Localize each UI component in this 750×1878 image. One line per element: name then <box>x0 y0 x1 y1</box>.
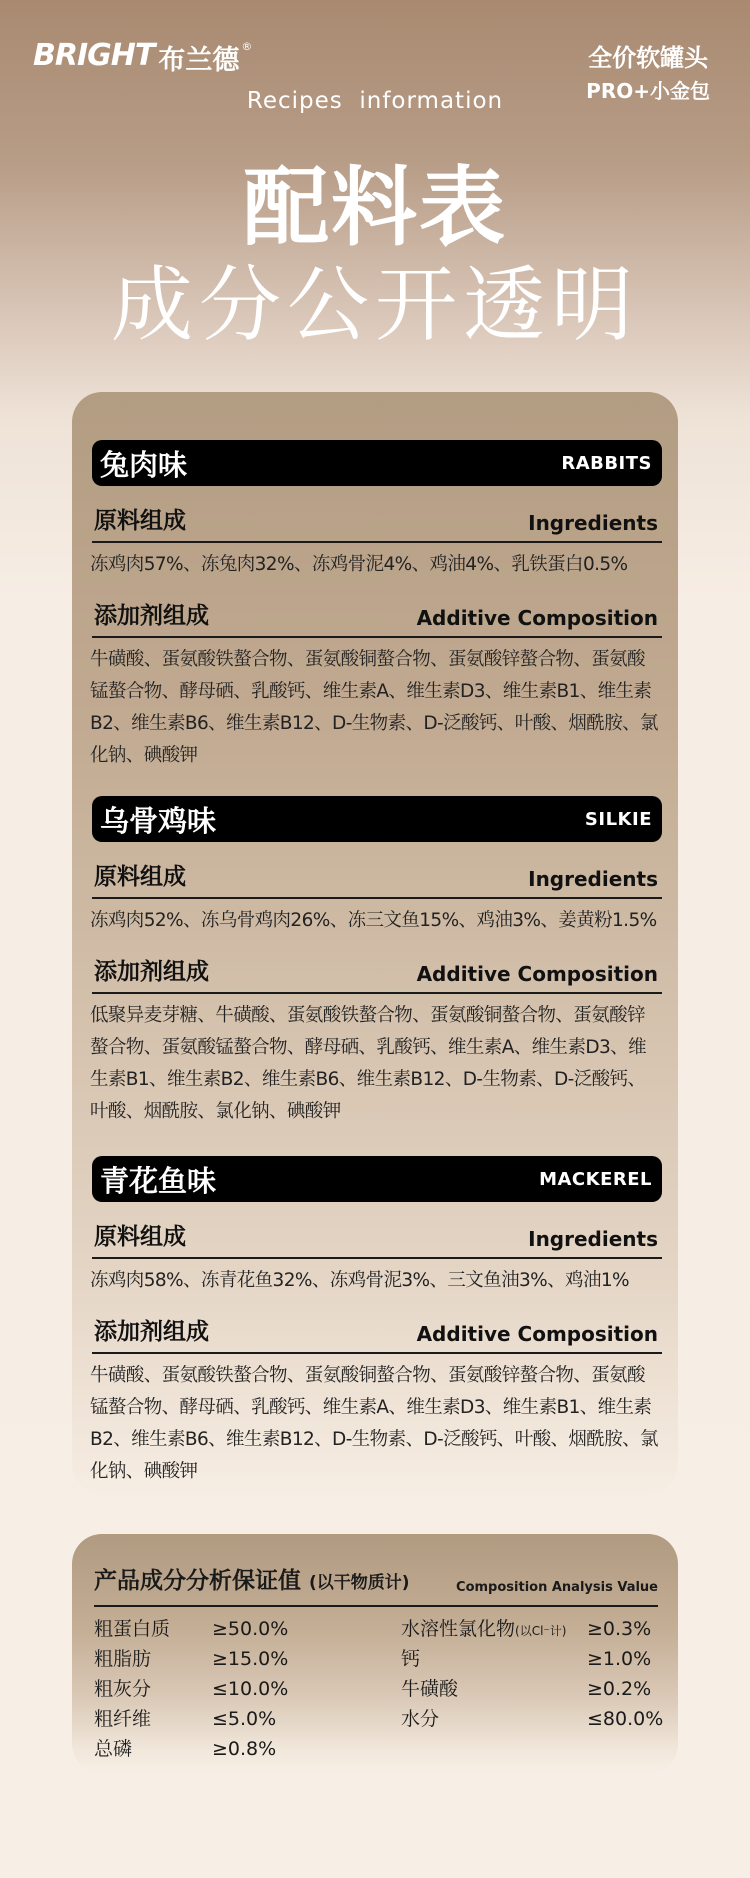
analysis-card <box>72 1534 678 1774</box>
ingredients-label-cn: 原料组成 <box>94 864 186 890</box>
brand-name-cn: 布兰德 <box>158 45 240 76</box>
ingredients-heading <box>92 858 662 899</box>
recipe-silkie <box>92 796 662 1128</box>
analysis-title-note: (以干物质计) <box>309 1573 410 1593</box>
analysis-value: ≥0.8% <box>212 1738 277 1760</box>
ingredients-text: 冻鸡肉58%、冻青花鱼32%、冻鸡骨泥3%、三文鱼油3%、鸡油1% <box>90 1270 629 1291</box>
ingredients-label-en: Ingredients <box>528 511 658 535</box>
recipe-title-bar <box>92 440 662 486</box>
analysis-value: ≥1.0% <box>587 1648 652 1670</box>
additive-label-en: Additive Composition <box>416 962 658 986</box>
analysis-label: 总磷 <box>94 1738 133 1760</box>
page-title: 配料表 <box>243 158 507 258</box>
analysis-label: 粗灰分 <box>94 1678 152 1700</box>
additive-heading <box>92 597 662 638</box>
ingredients-heading <box>92 1218 662 1259</box>
analysis-label-text: 水溶性氯化物 <box>401 1618 516 1640</box>
recipes-card <box>72 392 678 1494</box>
page-subtitle: Recipes information <box>246 88 504 114</box>
additive-label-cn: 添加剂组成 <box>94 1319 209 1345</box>
recipe-rabbits <box>92 440 662 772</box>
ingredients-text: 冻鸡肉57%、冻兔肉32%、冻鸡骨泥4%、鸡油4%、乳铁蛋白0.5% <box>90 554 628 575</box>
additive-label-cn: 添加剂组成 <box>94 959 209 985</box>
additive-label-cn: 添加剂组成 <box>94 603 209 629</box>
analysis-label: 粗脂肪 <box>94 1648 152 1670</box>
recipe-title-bar <box>92 1156 662 1202</box>
recipe-name-en: MACKEREL <box>539 1168 652 1190</box>
analysis-label: 粗蛋白质 <box>94 1618 171 1640</box>
additive-text: 低聚异麦芽糖、牛磺酸、蛋氨酸铁螯合物、蛋氨酸铜螯合物、蛋氨酸锌螯合物、蛋氨酸锰螯合物、酵母硒、乳酸钙、维生素A、维生素D3、维生素B1、维生素B2、维生素B6、维生素B12、D-生物素、D-泛酸钙、叶酸、烟酰胺、氯化钠、碘酸钾 <box>90 1005 646 1122</box>
additive-text: 牛磺酸、蛋氨酸铁螯合物、蛋氨酸铜螯合物、蛋氨酸锌螯合物、蛋氨酸锰螯合物、酵母硒、乳酸钙、维生素A、维生素D3、维生素B1、维生素B2、维生素B6、维生素B12、D-生物素、D-泛酸钙、叶酸、烟酰胺、氯化钠、碘酸钾 <box>90 649 658 766</box>
analysis-value: ≥0.3% <box>587 1618 652 1640</box>
ingredients-label-en: Ingredients <box>528 1227 658 1251</box>
analysis-value: ≤10.0% <box>212 1678 289 1700</box>
product-line2: PRO+小金包 <box>586 79 710 103</box>
analysis-value: ≤5.0% <box>212 1708 277 1730</box>
additive-text: 牛磺酸、蛋氨酸铁螯合物、蛋氨酸铜螯合物、蛋氨酸锌螯合物、蛋氨酸锰螯合物、酵母硒、乳酸钙、维生素A、维生素D3、维生素B1、维生素B2、维生素B6、维生素B12、D-生物素、D-泛酸钙、叶酸、烟酰胺、氯化钠、碘酸钾 <box>90 1365 658 1482</box>
page-title-secondary: 成分公开透明 <box>110 258 639 353</box>
analysis-value: ≥50.0% <box>212 1618 289 1640</box>
additive-label-en: Additive Composition <box>416 606 658 630</box>
analysis-title-cn: 产品成分分析保证值 <box>94 1568 301 1594</box>
ingredients-label-en: Ingredients <box>528 867 658 891</box>
recipe-name-cn: 乌骨鸡味 <box>100 803 217 838</box>
analysis-label-note: (以Cl⁻计) <box>515 1624 567 1638</box>
recipe-mackerel <box>92 1156 662 1488</box>
analysis-value: ≥15.0% <box>212 1648 289 1670</box>
ingredients-label-cn: 原料组成 <box>94 508 186 534</box>
analysis-label: 钙 <box>401 1648 421 1670</box>
recipe-title-bar <box>92 796 662 842</box>
analysis-title-en: Composition Analysis Value <box>456 1580 658 1595</box>
brand-name: BRIGHT <box>33 38 155 73</box>
analysis-label: 水分 <box>401 1708 440 1730</box>
product-line1: 全价软罐头 <box>588 44 709 72</box>
analysis-label: 牛磺酸 <box>401 1678 459 1700</box>
brand-logo <box>33 38 252 77</box>
additive-heading <box>92 953 662 994</box>
additive-heading <box>92 1313 662 1354</box>
recipe-name-cn: 青花鱼味 <box>100 1163 217 1198</box>
analysis-value: ≥0.2% <box>587 1678 652 1700</box>
recipe-name-en: SILKIE <box>584 808 652 830</box>
registered-mark: ® <box>241 40 253 53</box>
analysis-label <box>401 1614 566 1646</box>
analysis-heading <box>94 1562 658 1607</box>
analysis-label: 粗纤维 <box>94 1708 152 1730</box>
ingredients-heading <box>92 502 662 543</box>
additive-label-en: Additive Composition <box>416 1322 658 1346</box>
analysis-value: ≤80.0% <box>587 1708 664 1730</box>
analysis-title <box>94 1562 410 1595</box>
ingredients-text: 冻鸡肉52%、冻乌骨鸡肉26%、冻三文鱼15%、鸡油3%、姜黄粉1.5% <box>90 910 657 931</box>
recipe-name-cn: 兔肉味 <box>100 447 188 482</box>
ingredients-label-cn: 原料组成 <box>94 1224 186 1250</box>
recipe-name-en: RABBITS <box>561 452 652 474</box>
